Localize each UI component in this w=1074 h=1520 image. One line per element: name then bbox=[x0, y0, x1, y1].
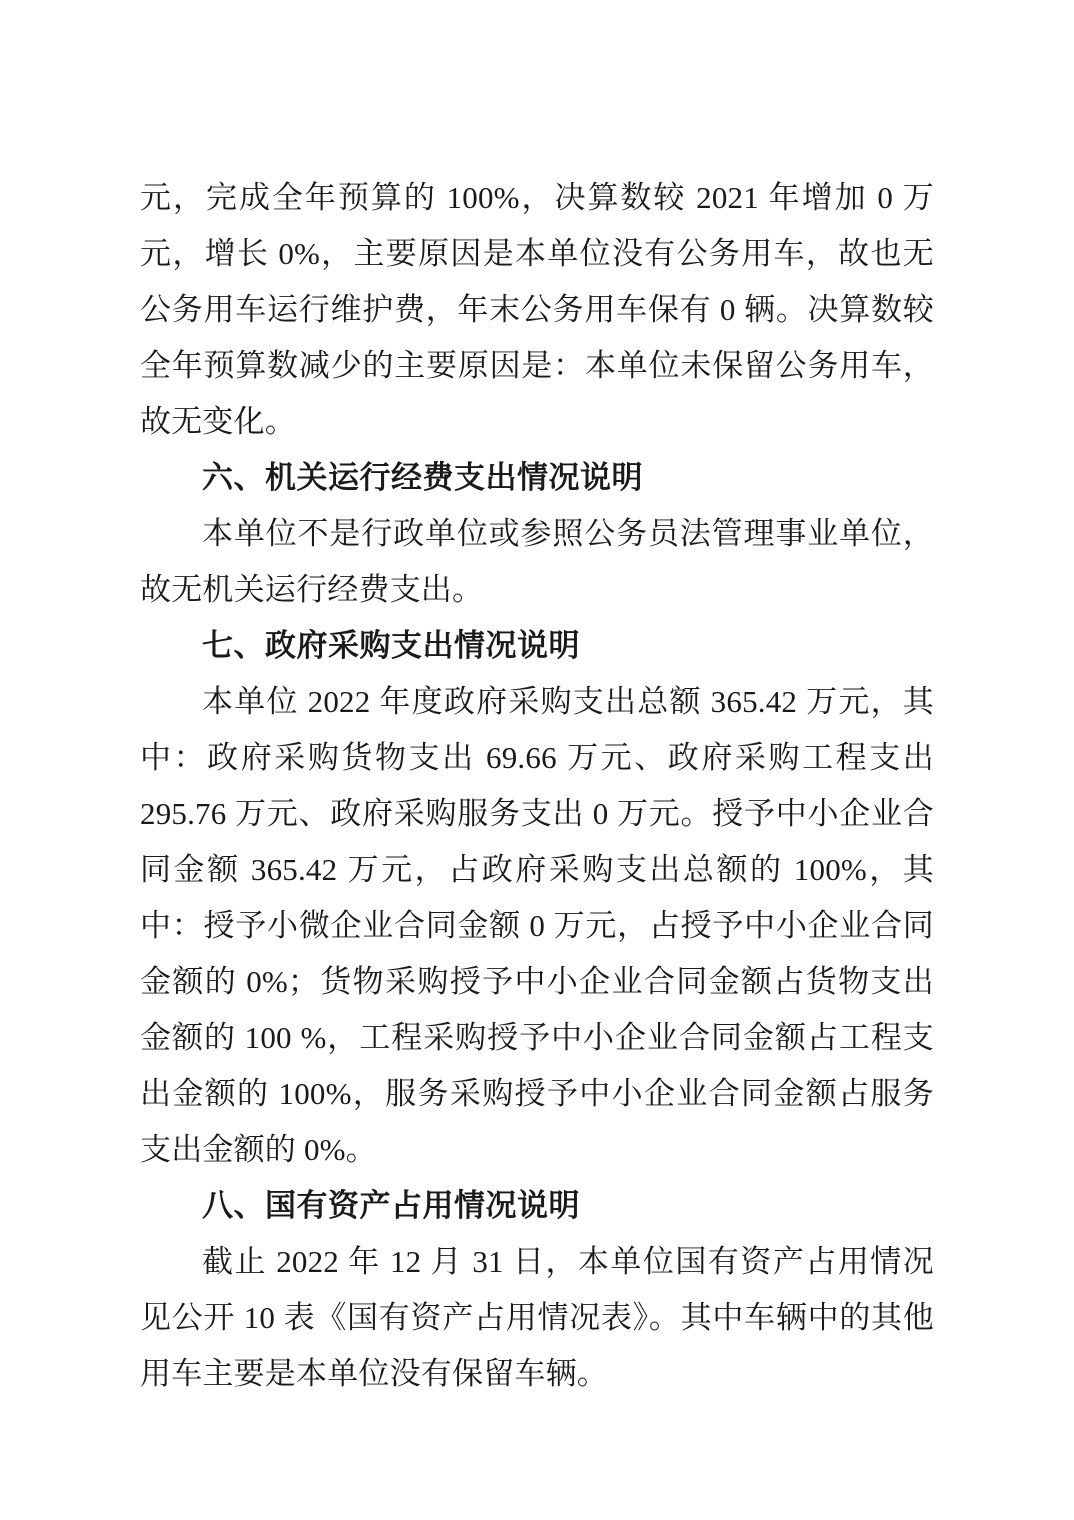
heading-six-agency-operating-expenses: 六、机关运行经费支出情况说明 bbox=[202, 460, 643, 495]
paragraph-agency-operating-expenses: 本单位不是行政单位或参照公务员法管理事业单位，故无机关运行经费支出。 bbox=[140, 516, 934, 607]
paragraph-government-procurement: 本单位 2022 年度政府采购支出总额 365.42 万元，其中：政府采购货物支出 69.66 万元、政府采购工程支出 295.76 万元、政府采购服务支出 0 万元。授予中小企业合同金额 365.42 万元，占政府采购支出总额的 100%，其中：授予小微企业合同金额 0 万元，占授予中小企业合同金额的 0%；货物采购授予中小企业合同金额占货物支出金额的 100 %，工程采购授予中小企业合同金额占工程支出金额的 100%，服务采购授予中小企业合同金额占服务支出金额的 0%。 bbox=[140, 684, 934, 1167]
heading-seven-government-procurement: 七、政府采购支出情况说明 bbox=[202, 628, 580, 663]
heading-eight-state-owned-assets: 八、国有资产占用情况说明 bbox=[202, 1188, 580, 1223]
paragraph-vehicle-continued: 元，完成全年预算的 100%，决算数较 2021 年增加 0 万元，增长 0%，主要原因是本单位没有公务用车，故也无公务用车运行维护费，年末公务用车保有 0 辆。决算数较全年预算数减少的主要原因是：本单位未保留公务用车，故无变化。 bbox=[140, 180, 934, 439]
paragraph-state-owned-assets: 截止 2022 年 12 月 31 日，本单位国有资产占用情况见公开 10 表《国有资产占用情况表》。其中车辆中的其他用车主要是本单位没有保留车辆。 bbox=[140, 1244, 934, 1391]
document-body bbox=[140, 170, 934, 1402]
